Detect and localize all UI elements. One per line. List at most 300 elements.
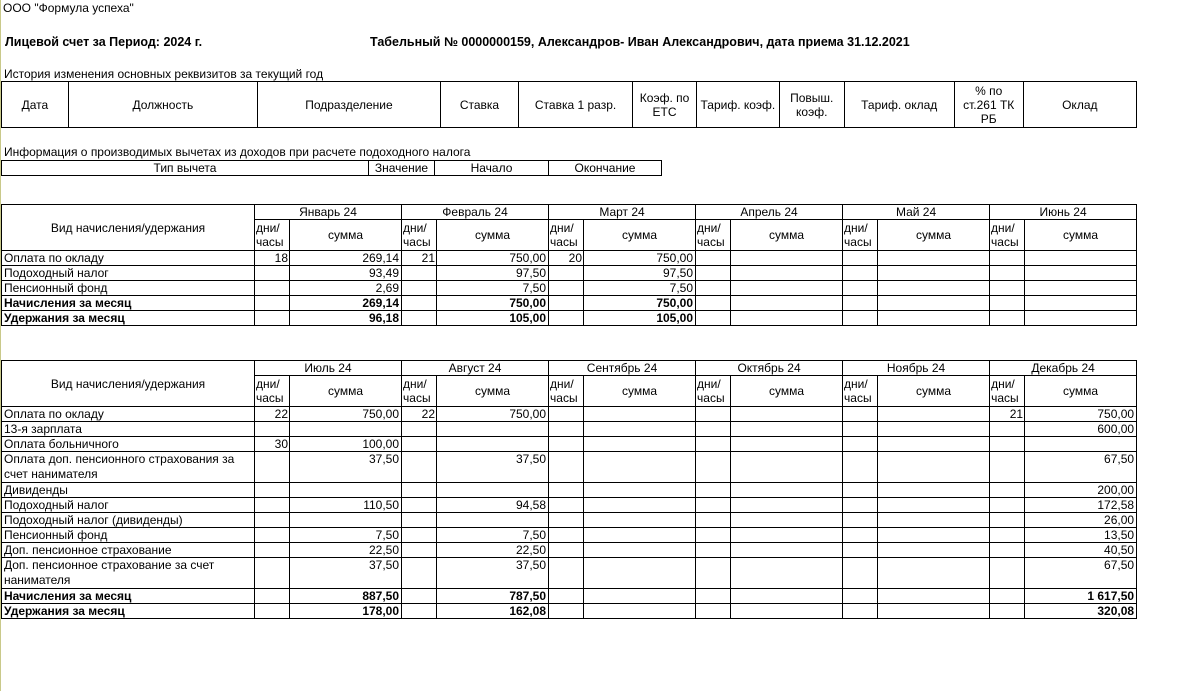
sum-cell: 105,00	[437, 311, 549, 326]
days-cell	[696, 498, 731, 513]
row-label: Подоходный налог (дивиденды)	[2, 513, 255, 528]
days-cell	[402, 558, 437, 589]
days-header: дни/ часы	[696, 220, 731, 251]
sum-cell: 37,50	[437, 452, 549, 483]
sum-cell	[731, 311, 843, 326]
sum-cell	[878, 452, 990, 483]
month-header: Июль 24	[255, 361, 402, 376]
days-cell	[990, 266, 1025, 281]
days-header: дни/ часы	[402, 376, 437, 407]
sum-cell	[878, 422, 990, 437]
days-cell	[549, 437, 584, 452]
sum-cell	[584, 589, 696, 604]
days-cell	[402, 604, 437, 619]
sum-cell: 750,00	[584, 296, 696, 311]
days-cell	[990, 543, 1025, 558]
sum-cell	[437, 483, 549, 498]
history-header-cell: Ставка 1 разр.	[518, 82, 632, 128]
sum-cell: 178,00	[290, 604, 402, 619]
table-row	[2, 452, 1137, 483]
row-label: Оплата больничного	[2, 437, 255, 452]
days-cell	[990, 422, 1025, 437]
days-cell	[402, 437, 437, 452]
sum-header: сумма	[437, 220, 549, 251]
sum-cell	[878, 437, 990, 452]
days-cell	[696, 513, 731, 528]
days-cell	[696, 437, 731, 452]
days-cell: 21	[402, 251, 437, 266]
sum-cell	[878, 311, 990, 326]
sum-cell: 105,00	[584, 311, 696, 326]
sum-cell	[878, 528, 990, 543]
days-cell	[402, 513, 437, 528]
month-header: Октябрь 24	[696, 361, 843, 376]
days-cell	[696, 422, 731, 437]
sum-cell: 100,00	[290, 437, 402, 452]
days-cell	[696, 407, 731, 422]
deductions-table	[1, 160, 662, 176]
history-header-cell: Коэф. по ЕТС	[633, 82, 697, 128]
deductions-header-cell: Начало	[435, 161, 549, 176]
sum-cell	[878, 589, 990, 604]
sum-cell	[584, 558, 696, 589]
history-header-cell: Оклад	[1023, 82, 1136, 128]
days-cell	[843, 407, 878, 422]
sum-cell: 750,00	[584, 251, 696, 266]
row-label: Начисления за месяц	[2, 589, 255, 604]
days-cell	[255, 528, 290, 543]
deductions-header-cell: Тип вычета	[2, 161, 369, 176]
history-header-cell: Подразделение	[257, 82, 440, 128]
days-cell	[843, 543, 878, 558]
deductions-header-cell: Значение	[369, 161, 435, 176]
sum-cell	[731, 543, 843, 558]
days-cell: 18	[255, 251, 290, 266]
sum-cell	[731, 266, 843, 281]
sum-header: сумма	[878, 376, 990, 407]
sum-cell	[584, 483, 696, 498]
sum-cell	[290, 483, 402, 498]
sum-header: сумма	[584, 376, 696, 407]
days-cell	[990, 558, 1025, 589]
days-header: дни/ часы	[990, 220, 1025, 251]
row-label: Подоходный налог	[2, 266, 255, 281]
sum-cell: 96,18	[290, 311, 402, 326]
payroll-table-h2	[1, 360, 1137, 619]
days-cell	[255, 604, 290, 619]
sum-cell	[1025, 251, 1137, 266]
sum-cell: 1 617,50	[1025, 589, 1137, 604]
days-cell	[255, 513, 290, 528]
days-cell	[990, 483, 1025, 498]
row-label: Доп. пенсионное страхование	[2, 543, 255, 558]
sum-cell	[437, 422, 549, 437]
sum-cell: 200,00	[1025, 483, 1137, 498]
row-label: Удержания за месяц	[2, 311, 255, 326]
table-row	[2, 513, 1137, 528]
days-cell	[549, 281, 584, 296]
row-label: Начисления за месяц	[2, 296, 255, 311]
sum-cell	[731, 513, 843, 528]
month-header: Сентябрь 24	[549, 361, 696, 376]
days-cell	[696, 543, 731, 558]
sum-cell	[731, 528, 843, 543]
sum-cell	[731, 422, 843, 437]
days-cell	[549, 604, 584, 619]
sum-cell: 787,50	[437, 589, 549, 604]
table-row	[2, 296, 1137, 311]
days-header: дни/ часы	[843, 220, 878, 251]
sum-cell	[731, 281, 843, 296]
days-cell	[549, 311, 584, 326]
days-header: дни/ часы	[843, 376, 878, 407]
days-cell	[696, 589, 731, 604]
sum-cell: 37,50	[290, 558, 402, 589]
days-cell	[990, 452, 1025, 483]
month-header: Май 24	[843, 205, 990, 220]
sum-cell	[584, 407, 696, 422]
days-cell	[255, 558, 290, 589]
table-row	[2, 407, 1137, 422]
days-cell	[255, 589, 290, 604]
days-header: дни/ часы	[402, 220, 437, 251]
kind-header: Вид начисления/удержания	[2, 361, 255, 407]
days-cell	[549, 266, 584, 281]
sum-cell	[878, 483, 990, 498]
days-cell	[990, 528, 1025, 543]
row-label: Доп. пенсионное страхование за счет нанимателя	[2, 558, 255, 589]
sum-cell	[731, 437, 843, 452]
days-cell	[255, 281, 290, 296]
days-cell	[843, 513, 878, 528]
row-label: Оплата по окладу	[2, 251, 255, 266]
days-cell	[843, 558, 878, 589]
sum-cell	[878, 296, 990, 311]
days-cell	[843, 437, 878, 452]
table-row	[2, 543, 1137, 558]
days-cell	[990, 498, 1025, 513]
days-cell	[843, 281, 878, 296]
sum-cell: 162,08	[437, 604, 549, 619]
days-cell	[549, 513, 584, 528]
sum-header: сумма	[1025, 220, 1137, 251]
sum-cell: 600,00	[1025, 422, 1137, 437]
sum-cell	[584, 604, 696, 619]
days-cell	[696, 452, 731, 483]
days-cell	[990, 251, 1025, 266]
sum-header: сумма	[584, 220, 696, 251]
row-label: Дивиденды	[2, 483, 255, 498]
days-cell	[843, 296, 878, 311]
table-row	[2, 437, 1137, 452]
sum-cell	[878, 407, 990, 422]
sum-cell	[731, 498, 843, 513]
days-cell	[549, 483, 584, 498]
row-label: Пенсионный фонд	[2, 281, 255, 296]
days-cell	[696, 251, 731, 266]
days-cell	[990, 513, 1025, 528]
days-cell	[696, 266, 731, 281]
sum-header: сумма	[878, 220, 990, 251]
sum-cell: 93,49	[290, 266, 402, 281]
days-cell: 21	[990, 407, 1025, 422]
history-title: История изменения основных реквизитов за текущий год	[4, 67, 324, 81]
sum-cell	[878, 251, 990, 266]
sum-header: сумма	[290, 220, 402, 251]
month-header: Апрель 24	[696, 205, 843, 220]
sum-cell	[584, 452, 696, 483]
sum-cell	[731, 558, 843, 589]
days-header: дни/ часы	[255, 376, 290, 407]
row-label: Пенсионный фонд	[2, 528, 255, 543]
row-label: Подоходный налог	[2, 498, 255, 513]
sum-cell: 172,58	[1025, 498, 1137, 513]
days-cell	[549, 452, 584, 483]
days-cell	[549, 589, 584, 604]
sum-cell	[1025, 311, 1137, 326]
days-cell	[402, 498, 437, 513]
sum-cell	[878, 281, 990, 296]
days-cell	[843, 452, 878, 483]
sum-cell: 67,50	[1025, 452, 1137, 483]
history-header-cell: Ставка	[441, 82, 519, 128]
sum-cell: 110,50	[290, 498, 402, 513]
days-cell: 30	[255, 437, 290, 452]
sum-cell	[1025, 296, 1137, 311]
sum-header: сумма	[290, 376, 402, 407]
sum-cell	[731, 589, 843, 604]
month-header: Август 24	[402, 361, 549, 376]
days-cell	[549, 498, 584, 513]
sum-cell: 2,69	[290, 281, 402, 296]
sum-cell	[1025, 266, 1137, 281]
days-header: дни/ часы	[549, 220, 584, 251]
days-cell	[843, 422, 878, 437]
days-cell	[255, 452, 290, 483]
sum-cell	[731, 604, 843, 619]
table-row	[2, 281, 1137, 296]
table-row	[2, 604, 1137, 619]
sum-cell: 26,00	[1025, 513, 1137, 528]
history-header-cell: Тариф. оклад	[844, 82, 954, 128]
days-cell	[990, 281, 1025, 296]
days-cell	[696, 483, 731, 498]
history-header-cell: Дата	[2, 82, 69, 128]
sum-cell: 22,50	[437, 543, 549, 558]
month-header: Ноябрь 24	[843, 361, 990, 376]
sum-cell: 269,14	[290, 251, 402, 266]
days-cell	[990, 437, 1025, 452]
days-cell: 20	[549, 251, 584, 266]
payroll-table-h1	[1, 204, 1137, 326]
days-cell	[402, 266, 437, 281]
sum-cell: 7,50	[584, 281, 696, 296]
days-cell	[402, 543, 437, 558]
sum-cell: 97,50	[584, 266, 696, 281]
sum-cell: 750,00	[290, 407, 402, 422]
sum-cell: 37,50	[437, 558, 549, 589]
days-cell	[843, 528, 878, 543]
row-label: Оплата по окладу	[2, 407, 255, 422]
sum-cell: 7,50	[290, 528, 402, 543]
sum-cell: 320,08	[1025, 604, 1137, 619]
days-cell	[402, 483, 437, 498]
days-cell	[696, 281, 731, 296]
month-header: Июнь 24	[990, 205, 1137, 220]
days-cell	[255, 483, 290, 498]
month-header: Декабрь 24	[990, 361, 1137, 376]
sum-cell: 13,50	[1025, 528, 1137, 543]
days-cell	[402, 311, 437, 326]
days-cell: 22	[255, 407, 290, 422]
days-cell	[696, 604, 731, 619]
sum-cell: 7,50	[437, 281, 549, 296]
sum-cell	[878, 266, 990, 281]
days-cell	[696, 528, 731, 543]
sum-cell	[731, 407, 843, 422]
sum-header: сумма	[731, 220, 843, 251]
sum-cell: 97,50	[437, 266, 549, 281]
sum-cell	[878, 543, 990, 558]
sum-cell: 887,50	[290, 589, 402, 604]
days-header: дни/ часы	[255, 220, 290, 251]
row-label: Удержания за месяц	[2, 604, 255, 619]
month-header: Март 24	[549, 205, 696, 220]
table-row	[2, 498, 1137, 513]
sum-cell	[584, 543, 696, 558]
sum-cell	[878, 558, 990, 589]
days-cell	[843, 251, 878, 266]
sum-cell: 7,50	[437, 528, 549, 543]
days-cell	[696, 558, 731, 589]
history-header-cell: % по ст.261 ТК РБ	[954, 82, 1023, 128]
sum-cell: 750,00	[1025, 407, 1137, 422]
history-header-cell: Тариф. коэф.	[696, 82, 779, 128]
sum-cell	[1025, 437, 1137, 452]
deductions-title: Информация о производимых вычетах из доходов при расчете подоходного налога	[4, 145, 471, 159]
days-cell	[549, 528, 584, 543]
sum-cell	[1025, 281, 1137, 296]
sum-cell	[437, 513, 549, 528]
sum-cell: 37,50	[290, 452, 402, 483]
sum-cell	[437, 437, 549, 452]
days-cell	[402, 589, 437, 604]
row-label: Оплата доп. пенсионного страхования за счет нанимателя	[2, 452, 255, 483]
sum-header: сумма	[731, 376, 843, 407]
sum-header: сумма	[437, 376, 549, 407]
days-cell	[402, 452, 437, 483]
table-row	[2, 422, 1137, 437]
sum-cell	[290, 422, 402, 437]
sum-cell	[731, 452, 843, 483]
month-header: Февраль 24	[402, 205, 549, 220]
days-header: дни/ часы	[696, 376, 731, 407]
days-cell	[549, 543, 584, 558]
sum-cell: 269,14	[290, 296, 402, 311]
account-title: Лицевой счет за Период: 2024 г.	[5, 35, 203, 49]
days-cell	[843, 498, 878, 513]
days-cell	[843, 604, 878, 619]
history-header-cell: Должность	[68, 82, 257, 128]
sum-cell: 750,00	[437, 407, 549, 422]
sum-cell: 40,50	[1025, 543, 1137, 558]
days-cell	[255, 296, 290, 311]
days-cell	[696, 296, 731, 311]
days-cell	[549, 558, 584, 589]
history-table	[1, 81, 1137, 128]
days-cell	[549, 296, 584, 311]
table-row	[2, 251, 1137, 266]
days-cell	[402, 281, 437, 296]
sum-cell	[584, 513, 696, 528]
days-cell	[843, 266, 878, 281]
days-cell	[255, 498, 290, 513]
deductions-header-cell: Окончание	[549, 161, 662, 176]
sum-cell	[878, 513, 990, 528]
table-row	[2, 558, 1137, 589]
sum-cell	[878, 498, 990, 513]
sum-cell	[584, 422, 696, 437]
org-name: ООО "Формула успеха"	[3, 1, 134, 15]
days-cell	[990, 311, 1025, 326]
sum-cell	[731, 483, 843, 498]
sum-cell	[290, 513, 402, 528]
sum-cell: 94,58	[437, 498, 549, 513]
table-row	[2, 528, 1137, 543]
days-header: дни/ часы	[549, 376, 584, 407]
table-row	[2, 483, 1137, 498]
row-label: 13-я зарплата	[2, 422, 255, 437]
sum-cell	[584, 528, 696, 543]
sum-cell: 750,00	[437, 251, 549, 266]
days-header: дни/ часы	[990, 376, 1025, 407]
days-cell	[843, 311, 878, 326]
days-cell: 22	[402, 407, 437, 422]
month-header: Январь 24	[255, 205, 402, 220]
days-cell	[255, 543, 290, 558]
days-cell	[402, 528, 437, 543]
sum-header: сумма	[1025, 376, 1137, 407]
table-row	[2, 311, 1137, 326]
sum-cell: 67,50	[1025, 558, 1137, 589]
days-cell	[990, 604, 1025, 619]
kind-header: Вид начисления/удержания	[2, 205, 255, 251]
days-cell	[549, 407, 584, 422]
days-cell	[843, 589, 878, 604]
employee-line: Табельный № 0000000159, Александров- Иван Александрович, дата приема 31.12.2021	[370, 35, 910, 49]
days-cell	[990, 296, 1025, 311]
days-cell	[255, 422, 290, 437]
table-row	[2, 589, 1137, 604]
days-cell	[402, 422, 437, 437]
sum-cell: 22,50	[290, 543, 402, 558]
days-cell	[255, 311, 290, 326]
days-cell	[402, 296, 437, 311]
sum-cell	[584, 498, 696, 513]
table-row	[2, 266, 1137, 281]
days-cell	[549, 422, 584, 437]
sum-cell	[878, 604, 990, 619]
sum-cell	[731, 251, 843, 266]
days-cell	[843, 483, 878, 498]
days-cell	[696, 311, 731, 326]
sum-cell	[731, 296, 843, 311]
sum-cell: 750,00	[437, 296, 549, 311]
sum-cell	[584, 437, 696, 452]
history-header-cell: Повыш. коэф.	[779, 82, 844, 128]
days-cell	[990, 589, 1025, 604]
days-cell	[255, 266, 290, 281]
